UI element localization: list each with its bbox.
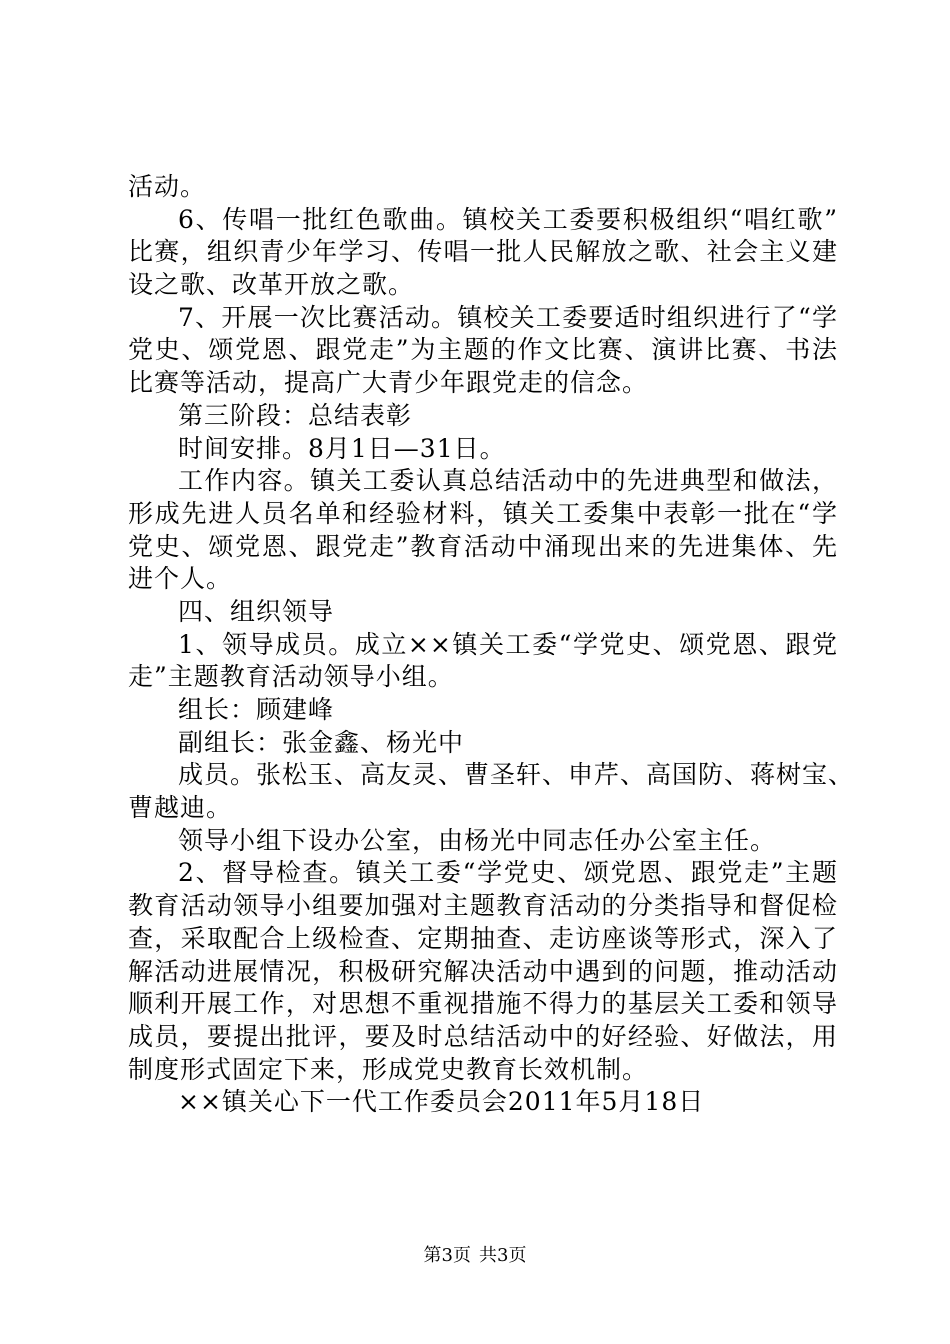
text-line: 时间安排。8月1日—31日。 (178, 433, 506, 463)
text-line: 2、督导检查。镇关工委“学党史、颂党恩、跟党走”主题 (178, 858, 838, 888)
text-line: 6、传唱一批红色歌曲。镇校关工委要积极组织“唱红歌” (178, 204, 838, 234)
text-line: 7、开展一次比赛活动。镇校关工委要适时组织进行了“学 (178, 302, 838, 332)
page-footer (0, 1244, 950, 1268)
text-line: 成员，要提出批评，要及时总结活动中的好经验、好做法，用 (128, 1021, 838, 1051)
text-line: 领导小组下设办公室，由杨光中同志任办公室主任。 (178, 825, 777, 855)
text-line: 比赛，组织青少年学习、传唱一批人民解放之歌、社会主义建 (128, 237, 838, 267)
text-line: 走”主题教育活动领导小组。 (128, 662, 454, 692)
page-number: 第3页 (423, 1245, 471, 1266)
document-body (128, 171, 855, 1119)
text-line: 党史、颂党恩、跟党走”教育活动中涌现出来的先进集体、先 (128, 531, 838, 561)
text-line: ××镇关心下一代工作委员会2011年5月18日 (178, 1087, 705, 1117)
text-line: 形成先进人员名单和经验材料，镇关工委集中表彰一批在“学 (128, 498, 838, 528)
text-line: 教育活动领导小组要加强对主题教育活动的分类指导和督促检 (128, 891, 838, 921)
text-line: 设之歌、改革开放之歌。 (128, 270, 415, 300)
text-line: 成员。张松玉、高友灵、曹圣轩、申芹、高国防、蒋树宝、 (178, 760, 855, 790)
text-line: 四、组织领导 (178, 596, 335, 626)
page-total: 共3页 (479, 1245, 527, 1266)
text-line: 制度形式固定下来，形成党史教育长效机制。 (128, 1054, 649, 1084)
text-line: 查，采取配合上级检查、定期抽查、走访座谈等形式，深入了 (128, 923, 838, 953)
text-line: 第三阶段：总结表彰 (178, 400, 413, 430)
text-line: 党史、颂党恩、跟党走”为主题的作文比赛、演讲比赛、书法 (128, 335, 838, 365)
text-line: 组长：顾建峰 (178, 695, 335, 724)
text-line: 活动。 (128, 172, 207, 201)
text-line: 顺利开展工作，对思想不重视措施不得力的基层关工委和领导 (128, 989, 838, 1019)
text-line: 副组长：张金鑫、杨光中 (178, 727, 465, 757)
text-line: 解活动进展情况，积极研究解决活动中遇到的问题，推动活动 (128, 956, 838, 986)
text-line: 1、领导成员。成立××镇关工委“学党史、颂党恩、跟党 (178, 629, 838, 659)
text-line: 曹越迪。 (128, 793, 233, 823)
text-line: 工作内容。镇关工委认真总结活动中的先进典型和做法， (178, 466, 838, 496)
text-line: 进个人。 (128, 564, 233, 594)
text-line: 比赛等活动，提高广大青少年跟党走的信念。 (128, 368, 649, 398)
